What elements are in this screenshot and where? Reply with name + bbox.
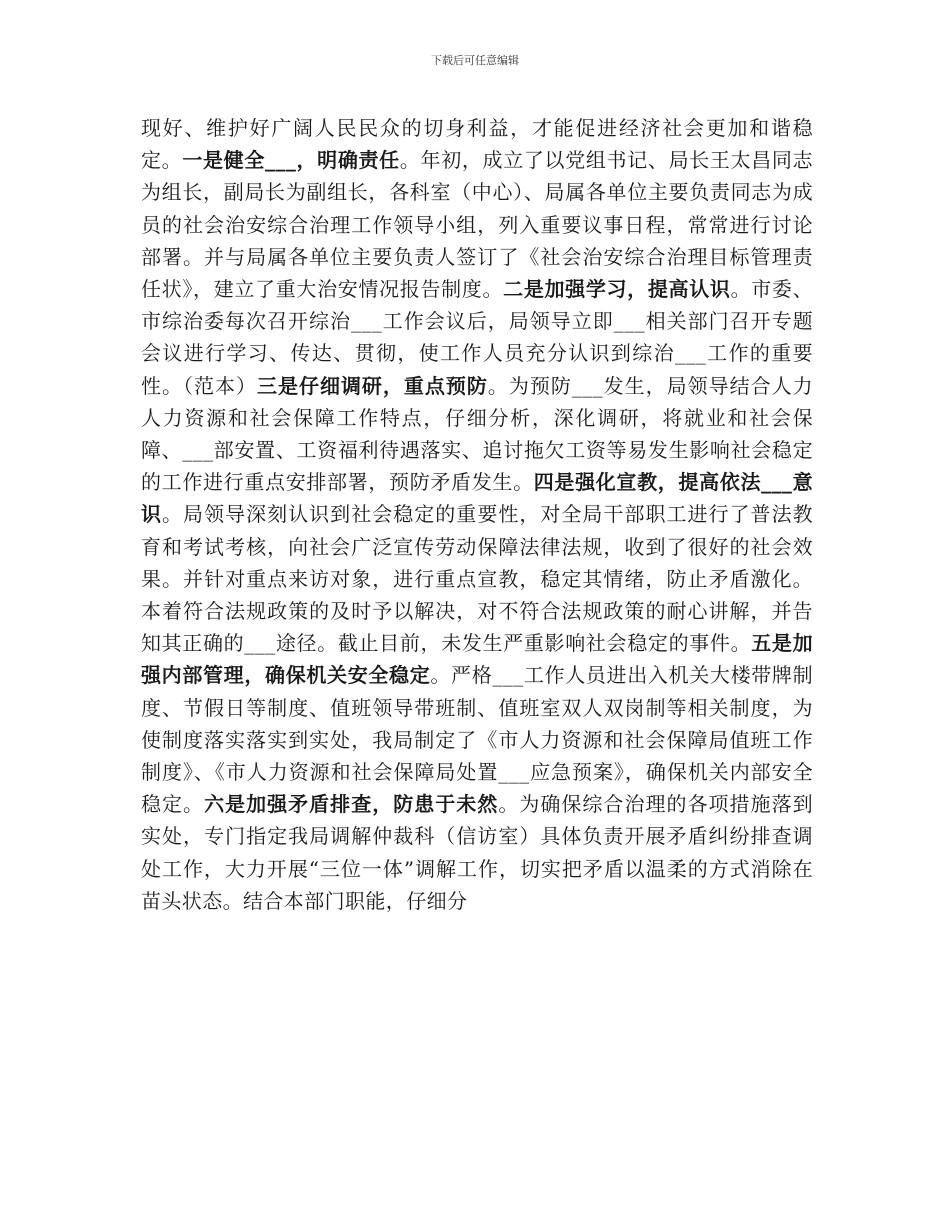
bold-heading-5: 五是加强内部管理，确保机关安全稳定 xyxy=(141,631,813,688)
text-segment: 。局领导深刻认识到社会稳定的重要性，对全局干部职工进行了普法教育和考试考核，向社会广泛宣传劳动保障法律法规，收到了很好的社会效果。并针对重点来访对象，进行重点宣教，稳定其情绪，防止矛盾激化。本着符合法规政策的及时予以解决，对不符合法规政策的耐心讲解，并告知其正确的___途径。截止目前，未发生严重影响社会稳定的事件。 xyxy=(141,502,813,656)
text-segment: 。市委、市综治委每次召开综治___工作会议后，局领导立即___相关部门召开专题会议进行学习、传达、贯彻，使工作人员充分认识到综治___工作的重要性。（范本） xyxy=(141,277,813,398)
body-paragraph xyxy=(141,112,813,917)
bold-heading-3: 三是仔细调研，重点预防 xyxy=(256,373,488,398)
bold-heading-1: 一是健全___，明确责任 xyxy=(182,148,400,173)
bold-heading-6: 六是加强矛盾排查，防患于未然 xyxy=(204,792,499,817)
text-segment: 现好、维护好广阔人民民众的切身利益，才能促进经济社会更加和谐稳定。 xyxy=(141,116,813,173)
text-segment: 。为确保综合治理的各项措施落到实处，专门指定我局调解仲裁科（信访室）具体负责开展矛盾纠纷排查调处工作，大力开展“三位一体”调解工作，切实把矛盾以温柔的方式消除在苗头状态。结合本部门职能，仔细分 xyxy=(141,792,813,913)
bold-heading-2: 二是加强学习，提高认识 xyxy=(503,277,731,302)
text-segment: 。年初，成立了以党组书记、局长王太昌同志为组长，副局长为副组长，各科室（中心）、局属各单位主要负责同志为成员的社会治安综合治理工作领导小组，列入重要议事日程，常常进行讨论部署。并与局属各单位主要负责人签订了《社会治安综合治理目标管理责任状》，建立了重大治安情况报告制度。 xyxy=(141,148,813,302)
page-header: 下载后可任意编辑 xyxy=(431,54,519,67)
text-segment: 。为预防___发生，局领导结合人力人力资源和社会保障工作特点，仔细分析，深化调研，将就业和社会保障、___部安置、工资福利待遇落实、追讨拖欠工资等易发生影响社会稳定的工作进行重点安排部署，预防矛盾发生。 xyxy=(141,373,813,495)
bold-heading-4: 四是强化宣教，提高依法___意识 xyxy=(141,470,813,527)
text-segment: 。严格___工作人员进出入机关大楼带牌制度、节假日等制度、值班领导带班制、值班室双人双岗制等相关制度，为使制度落实落实到实处，我局制定了《市人力资源和社会保障局值班工作制度》、《市人力资源和社会保障局处置___应急预案》，确保机关内部安全稳定。 xyxy=(141,663,813,817)
